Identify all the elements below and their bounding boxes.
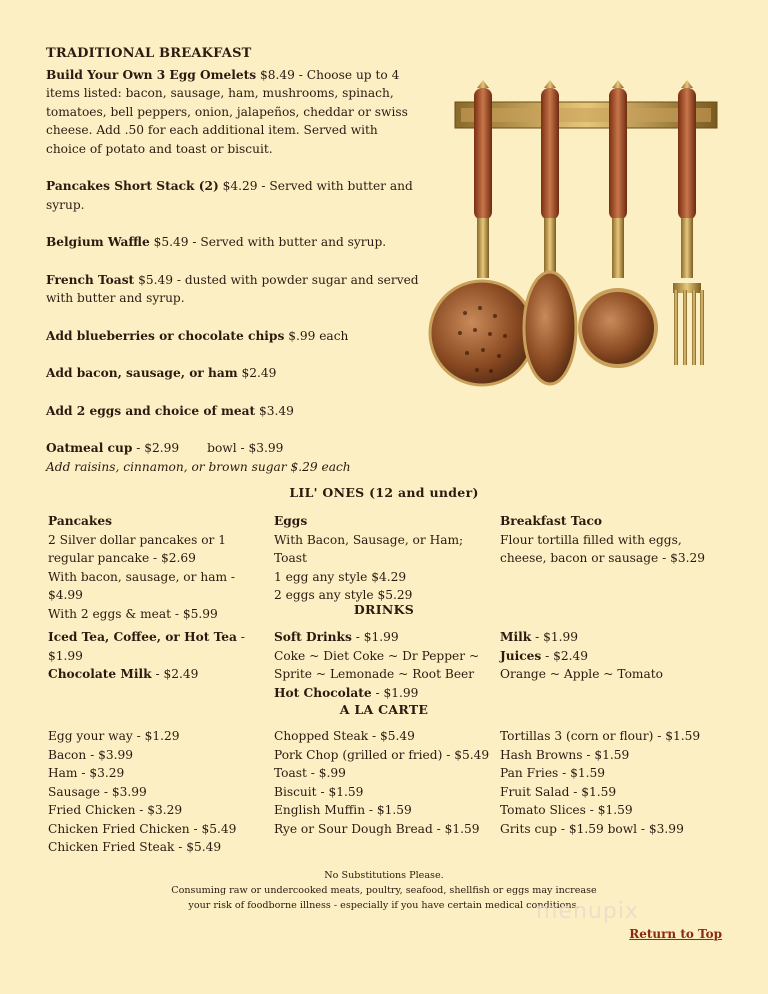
a-la-carte-col1 [48,727,268,857]
list-item: English Muffin - $1.59 [274,803,412,817]
menu-item-omelets: Build Your Own 3 Egg Omelets $8.49 - Choose up to 4 items listed: bacon, sausage, ham, mushrooms, spinach, tomatoes, bell peppers, onion, jalapeños, cheddar or swiss cheese. Add .50 for each additional item. Served with choice of potato and toast or biscuit. [46,67,408,156]
list-item: Tortillas 3 (corn or flour) - $1.59 [500,729,701,743]
list-item: Ham - $3.29 [48,766,125,780]
list-item: Tomato Slices - $1.59 [500,803,633,817]
drinks-col1 [48,628,268,684]
list-item: Rye or Sour Dough Bread - $1.59 [274,821,480,836]
a-la-carte-title: A LA CARTE [339,702,429,717]
menu-item-add-eggs: Add 2 eggs and choice of meat $3.49 [46,403,294,418]
drink-item: Chocolate Milk - $2.49 [48,667,199,681]
list-item: Grits cup - $1.59 bowl - $3.99 [500,821,684,836]
drink-item: Juices - $2.49 [500,648,589,663]
footer-disclaimer: No Substitutions Please. Consuming raw or undercooked meats, poultry, seafood, shellfish or eggs may increase your risk of foodborne illness - especially if you have certain medical conditions. [171,870,597,911]
list-item: Egg your way - $1.29 [48,729,180,743]
menu-item-waffle: Belgium Waffle $5.49 - Served with butter and syrup. [46,235,387,249]
list-item: Bacon - $3.99 [48,747,133,762]
watermark: menupix [536,899,639,924]
drinks-title: DRINKS [353,602,415,617]
drinks-col3 [500,628,720,684]
lil-ones-eggs: Eggs With Bacon, Sausage, or Ham; Toast 1 egg any style $4.29 2 eggs any style $5.29 [274,514,464,602]
list-item: Chopped Steak - $5.49 [274,729,415,743]
drink-item: Iced Tea, Coffee, or Hot Tea - $1.99 [48,630,245,663]
a-la-carte-col2 [274,727,494,838]
list-item: Biscuit - $1.59 [274,784,364,799]
list-item: Toast - $.99 [274,766,346,780]
a-la-carte-col3 [500,727,730,838]
juice-list: Orange ~ Apple ~ Tomato [500,667,663,681]
breakfast-section [46,45,421,476]
oatmeal-note: Add raisins, cinnamon, or brown sugar $.29 each [46,459,351,474]
utensils-illustration [425,78,725,398]
list-item: Pan Fries - $1.59 [500,766,606,780]
list-item: Chicken Fried Steak - $5.49 [48,840,222,854]
soft-drink-list: Coke ~ Diet Coke ~ Dr Pepper ~ Sprite ~ Lemonade ~ Root Beer [274,648,480,681]
menu-item-oatmeal: Oatmeal cup - $2.99 bowl - $3.99 [46,441,284,455]
drink-item: Hot Chocolate - $1.99 [274,685,419,700]
lil-ones-pancakes: Pancakes 2 Silver dollar pancakes or 1 regular pancake - $2.69 With bacon, sausage, or ham - $4.99 With 2 eggs & meat - $5.99 [48,514,236,621]
menu-item-pancakes: Pancakes Short Stack (2) $4.29 - Served with butter and syrup. [46,179,413,212]
drinks-col2 [274,628,494,702]
menu-item-add-bacon: Add bacon, sausage, or ham $2.49 [46,366,277,380]
breakfast-title: TRADITIONAL BREAKFAST [46,46,252,61]
list-item: Pork Chop (grilled or fried) - $5.49 [274,747,490,762]
lil-ones-title: LIL' ONES (12 and under) [289,485,479,500]
list-item: Chicken Fried Chicken - $5.49 [48,821,237,836]
menu-item-french-toast: French Toast $5.49 - dusted with powder sugar and served with butter and syrup. [46,272,419,305]
lil-ones-taco: Breakfast Taco Flour tortilla filled with eggs, cheese, bacon or sausage - $3.29 [500,514,705,565]
list-item: Hash Browns - $1.59 [500,747,630,762]
list-item: Fried Chicken - $3.29 [48,803,183,817]
menu-item-add-blueberries: Add blueberries or chocolate chips $.99 each [46,328,349,343]
list-item: Fruit Salad - $1.59 [500,784,617,799]
list-item: Sausage - $3.99 [48,784,147,799]
return-to-top-link[interactable]: Return to Top [629,927,722,941]
drink-item: Milk - $1.99 [500,630,578,644]
drink-item: Soft Drinks - $1.99 [274,630,399,644]
